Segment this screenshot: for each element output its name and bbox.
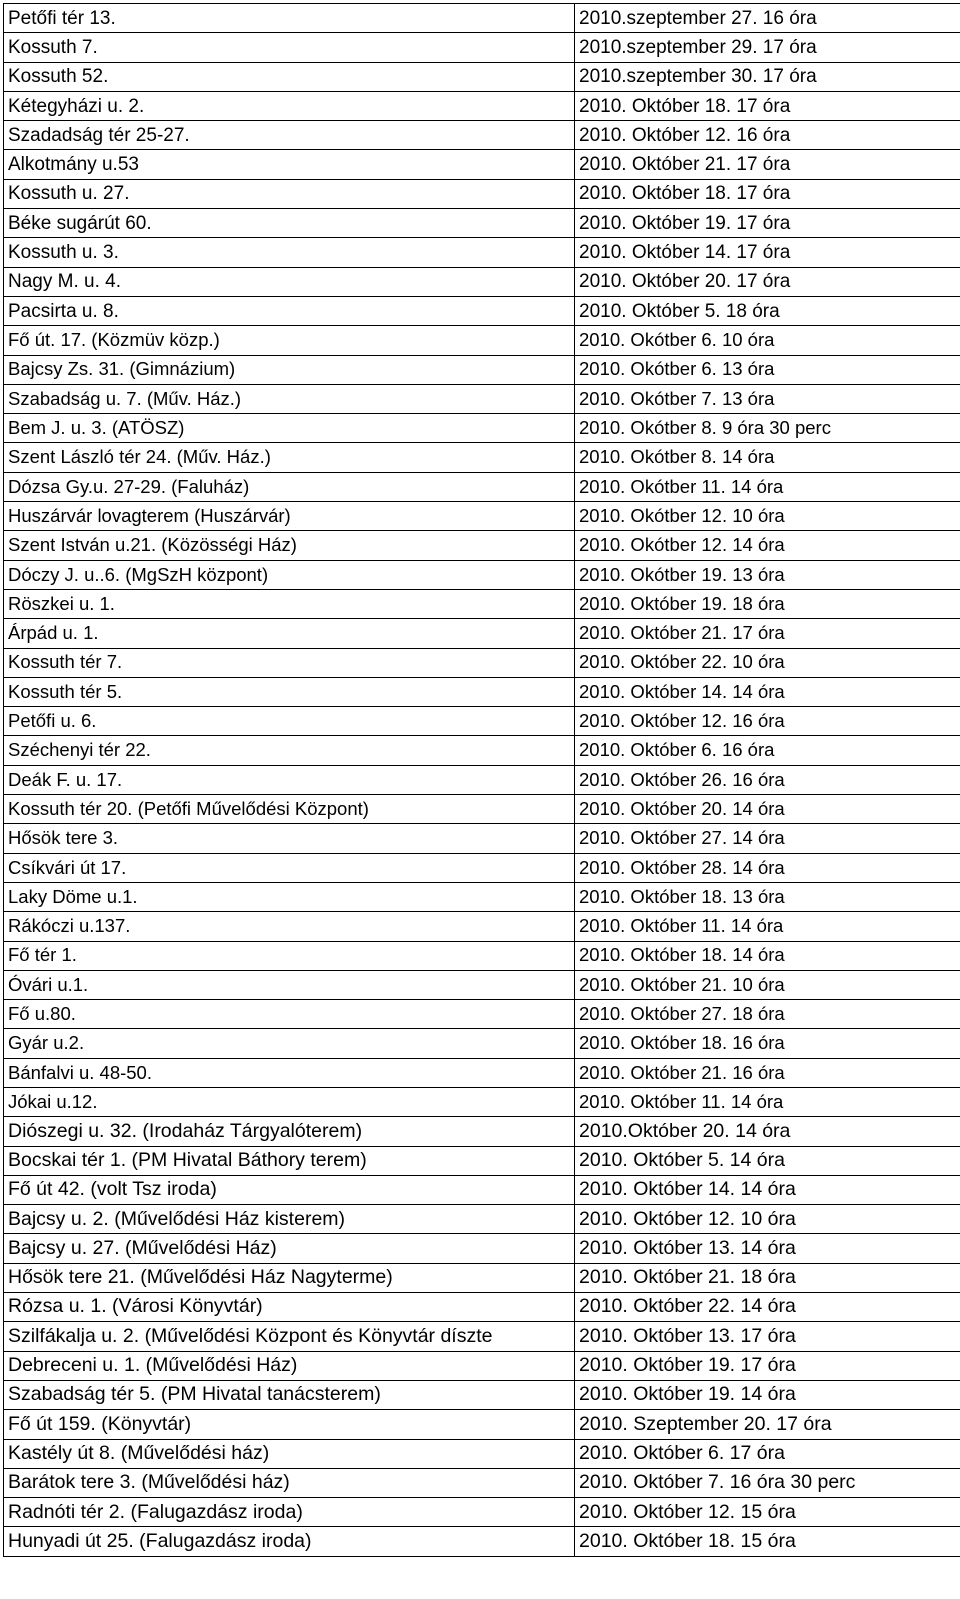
- address-cell: Deák F. u. 17.: [4, 765, 575, 794]
- datetime-cell: 2010.Október 20. 14 óra: [575, 1117, 960, 1146]
- address-cell: Bánfalvi u. 48-50.: [4, 1058, 575, 1087]
- address-cell: Óvári u.1.: [4, 970, 575, 999]
- datetime-cell: 2010. Okótber 6. 10 óra: [575, 326, 960, 355]
- table-row: [4, 531, 960, 560]
- datetime-cell: 2010. Okótber 12. 10 óra: [575, 502, 960, 531]
- address-cell: Laky Döme u.1.: [4, 882, 575, 911]
- address-cell: Szent László tér 24. (Műv. Ház.): [4, 443, 575, 472]
- table-row: [4, 1117, 960, 1146]
- table-row: [4, 238, 960, 267]
- table-row: [4, 355, 960, 384]
- table-row: [4, 560, 960, 589]
- datetime-cell: 2010.szeptember 30. 17 óra: [575, 62, 960, 91]
- table-row: [4, 1351, 960, 1380]
- datetime-cell: 2010. Október 21. 18 óra: [575, 1263, 960, 1292]
- table-row: [4, 765, 960, 794]
- table-row: [4, 502, 960, 531]
- datetime-cell: 2010. Október 22. 10 óra: [575, 648, 960, 677]
- address-cell: Gyár u.2.: [4, 1029, 575, 1058]
- table-row: [4, 1293, 960, 1322]
- table-row: [4, 1087, 960, 1116]
- address-cell: Széchenyi tér 22.: [4, 736, 575, 765]
- datetime-cell: 2010.szeptember 27. 16 óra: [575, 4, 960, 33]
- table-row: [4, 150, 960, 179]
- datetime-cell: 2010. Október 18. 14 óra: [575, 941, 960, 970]
- table-row: [4, 648, 960, 677]
- schedule-table: [3, 3, 960, 1557]
- table-row: [4, 1410, 960, 1439]
- table-row: [4, 1468, 960, 1497]
- table-row: [4, 4, 960, 33]
- address-cell: Béke sugárút 60.: [4, 209, 575, 238]
- datetime-cell: 2010. Október 21. 17 óra: [575, 619, 960, 648]
- table-row: [4, 1058, 960, 1087]
- datetime-cell: 2010. Október 14. 14 óra: [575, 1175, 960, 1204]
- datetime-cell: 2010.szeptember 29. 17 óra: [575, 33, 960, 62]
- datetime-cell: 2010. Október 6. 16 óra: [575, 736, 960, 765]
- address-cell: Fő u.80.: [4, 1000, 575, 1029]
- table-row: [4, 707, 960, 736]
- address-cell: Bajcsy u. 2. (Művelődési Ház kisterem): [4, 1205, 575, 1234]
- table-row: [4, 1263, 960, 1292]
- table-row: [4, 121, 960, 150]
- datetime-cell: 2010. Október 21. 16 óra: [575, 1058, 960, 1087]
- table-row: [4, 970, 960, 999]
- table-row: [4, 296, 960, 325]
- datetime-cell: 2010. Október 18. 16 óra: [575, 1029, 960, 1058]
- address-cell: Radnóti tér 2. (Falugazdász iroda): [4, 1498, 575, 1527]
- datetime-cell: 2010. Október 13. 17 óra: [575, 1322, 960, 1351]
- datetime-cell: 2010. Október 22. 14 óra: [575, 1293, 960, 1322]
- datetime-cell: 2010. Október 12. 16 óra: [575, 121, 960, 150]
- address-cell: Szabadság tér 5. (PM Hivatal tanácsterem): [4, 1380, 575, 1409]
- address-cell: Fő út. 17. (Közmüv közp.): [4, 326, 575, 355]
- table-row: [4, 1234, 960, 1263]
- table-row: [4, 1146, 960, 1175]
- table-row: [4, 414, 960, 443]
- datetime-cell: 2010. Október 18. 15 óra: [575, 1527, 960, 1556]
- address-cell: Szadadság tér 25-27.: [4, 121, 575, 150]
- datetime-cell: 2010. Okótber 12. 14 óra: [575, 531, 960, 560]
- address-cell: Szilfákalja u. 2. (Művelődési Központ és Könyvtár díszte: [4, 1322, 575, 1351]
- table-row: [4, 209, 960, 238]
- datetime-cell: 2010. Szeptember 20. 17 óra: [575, 1410, 960, 1439]
- datetime-cell: 2010. Október 20. 17 óra: [575, 267, 960, 296]
- address-cell: Szent István u.21. (Közösségi Ház): [4, 531, 575, 560]
- datetime-cell: 2010. Október 27. 14 óra: [575, 824, 960, 853]
- table-row: [4, 589, 960, 618]
- address-cell: Fő út 159. (Könyvtár): [4, 1410, 575, 1439]
- address-cell: Szabadság u. 7. (Műv. Ház.): [4, 384, 575, 413]
- datetime-cell: 2010. Október 12. 15 óra: [575, 1498, 960, 1527]
- datetime-cell: 2010. Október 5. 14 óra: [575, 1146, 960, 1175]
- datetime-cell: 2010. Október 14. 17 óra: [575, 238, 960, 267]
- table-row: [4, 179, 960, 208]
- table-row: [4, 1380, 960, 1409]
- table-row: [4, 1322, 960, 1351]
- address-cell: Dóczy J. u..6. (MgSzH központ): [4, 560, 575, 589]
- address-cell: Bocskai tér 1. (PM Hivatal Báthory terem): [4, 1146, 575, 1175]
- datetime-cell: 2010. Október 18. 17 óra: [575, 91, 960, 120]
- address-cell: Kastély út 8. (Művelődési ház): [4, 1439, 575, 1468]
- address-cell: Bajcsy Zs. 31. (Gimnázium): [4, 355, 575, 384]
- address-cell: Kossuth tér 20. (Petőfi Művelődési Központ): [4, 795, 575, 824]
- datetime-cell: 2010. Október 19. 14 óra: [575, 1380, 960, 1409]
- address-cell: Rákóczi u.137.: [4, 912, 575, 941]
- address-cell: Alkotmány u.53: [4, 150, 575, 179]
- address-cell: Fő út 42. (volt Tsz iroda): [4, 1175, 575, 1204]
- address-cell: Hunyadi út 25. (Falugazdász iroda): [4, 1527, 575, 1556]
- datetime-cell: 2010. Október 19. 18 óra: [575, 589, 960, 618]
- table-row: [4, 1527, 960, 1556]
- datetime-cell: 2010. Okótber 8. 9 óra 30 perc: [575, 414, 960, 443]
- address-cell: Bem J. u. 3. (ATÖSZ): [4, 414, 575, 443]
- address-cell: Kossuth u. 27.: [4, 179, 575, 208]
- datetime-cell: 2010. Október 18. 17 óra: [575, 179, 960, 208]
- datetime-cell: 2010. Október 27. 18 óra: [575, 1000, 960, 1029]
- address-cell: Kétegyházi u. 2.: [4, 91, 575, 120]
- datetime-cell: 2010. Okótber 11. 14 óra: [575, 472, 960, 501]
- address-cell: Hősök tere 3.: [4, 824, 575, 853]
- address-cell: Kossuth 7.: [4, 33, 575, 62]
- datetime-cell: 2010. Október 13. 14 óra: [575, 1234, 960, 1263]
- table-row: [4, 267, 960, 296]
- address-cell: Árpád u. 1.: [4, 619, 575, 648]
- address-cell: Petőfi u. 6.: [4, 707, 575, 736]
- address-cell: Hősök tere 21. (Művelődési Ház Nagyterme): [4, 1263, 575, 1292]
- table-row: [4, 1000, 960, 1029]
- datetime-cell: 2010. Október 5. 18 óra: [575, 296, 960, 325]
- datetime-cell: 2010. Október 11. 14 óra: [575, 1087, 960, 1116]
- datetime-cell: 2010. Október 21. 17 óra: [575, 150, 960, 179]
- table-row: [4, 1029, 960, 1058]
- datetime-cell: 2010. Október 19. 17 óra: [575, 1351, 960, 1380]
- table-row: [4, 91, 960, 120]
- address-cell: Petőfi tér 13.: [4, 4, 575, 33]
- table-row: [4, 384, 960, 413]
- schedule-rows: [4, 4, 960, 1557]
- datetime-cell: 2010. Okótber 7. 13 óra: [575, 384, 960, 413]
- address-cell: Pacsirta u. 8.: [4, 296, 575, 325]
- table-row: [4, 853, 960, 882]
- address-cell: Röszkei u. 1.: [4, 589, 575, 618]
- datetime-cell: 2010. Október 14. 14 óra: [575, 677, 960, 706]
- address-cell: Huszárvár lovagterem (Huszárvár): [4, 502, 575, 531]
- table-row: [4, 1439, 960, 1468]
- address-cell: Rózsa u. 1. (Városi Könyvtár): [4, 1293, 575, 1322]
- address-cell: Dózsa Gy.u. 27-29. (Faluház): [4, 472, 575, 501]
- address-cell: Debreceni u. 1. (Művelődési Ház): [4, 1351, 575, 1380]
- table-row: [4, 1205, 960, 1234]
- address-cell: Kossuth tér 7.: [4, 648, 575, 677]
- address-cell: Bajcsy u. 27. (Művelődési Ház): [4, 1234, 575, 1263]
- table-row: [4, 824, 960, 853]
- address-cell: Kossuth u. 3.: [4, 238, 575, 267]
- address-cell: Kossuth 52.: [4, 62, 575, 91]
- datetime-cell: 2010. Október 12. 10 óra: [575, 1205, 960, 1234]
- datetime-cell: 2010. Október 6. 17 óra: [575, 1439, 960, 1468]
- datetime-cell: 2010. Okótber 19. 13 óra: [575, 560, 960, 589]
- datetime-cell: 2010. Október 20. 14 óra: [575, 795, 960, 824]
- table-row: [4, 619, 960, 648]
- datetime-cell: 2010. Október 12. 16 óra: [575, 707, 960, 736]
- table-row: [4, 33, 960, 62]
- datetime-cell: 2010. Október 26. 16 óra: [575, 765, 960, 794]
- table-row: [4, 736, 960, 765]
- datetime-cell: 2010. Október 28. 14 óra: [575, 853, 960, 882]
- table-row: [4, 443, 960, 472]
- address-cell: Barátok tere 3. (Művelődési ház): [4, 1468, 575, 1497]
- datetime-cell: 2010. Okótber 6. 13 óra: [575, 355, 960, 384]
- datetime-cell: 2010. Okótber 8. 14 óra: [575, 443, 960, 472]
- table-row: [4, 677, 960, 706]
- table-row: [4, 941, 960, 970]
- address-cell: Fő tér 1.: [4, 941, 575, 970]
- table-row: [4, 326, 960, 355]
- table-row: [4, 795, 960, 824]
- address-cell: Nagy M. u. 4.: [4, 267, 575, 296]
- address-cell: Kossuth tér 5.: [4, 677, 575, 706]
- datetime-cell: 2010. Október 19. 17 óra: [575, 209, 960, 238]
- table-row: [4, 882, 960, 911]
- address-cell: Diószegi u. 32. (Irodaház Tárgyalóterem): [4, 1117, 575, 1146]
- table-row: [4, 912, 960, 941]
- table-row: [4, 62, 960, 91]
- datetime-cell: 2010. Október 11. 14 óra: [575, 912, 960, 941]
- address-cell: Jókai u.12.: [4, 1087, 575, 1116]
- datetime-cell: 2010. Október 18. 13 óra: [575, 882, 960, 911]
- datetime-cell: 2010. Október 7. 16 óra 30 perc: [575, 1468, 960, 1497]
- datetime-cell: 2010. Október 21. 10 óra: [575, 970, 960, 999]
- table-row: [4, 472, 960, 501]
- address-cell: Csíkvári út 17.: [4, 853, 575, 882]
- table-row: [4, 1175, 960, 1204]
- table-row: [4, 1498, 960, 1527]
